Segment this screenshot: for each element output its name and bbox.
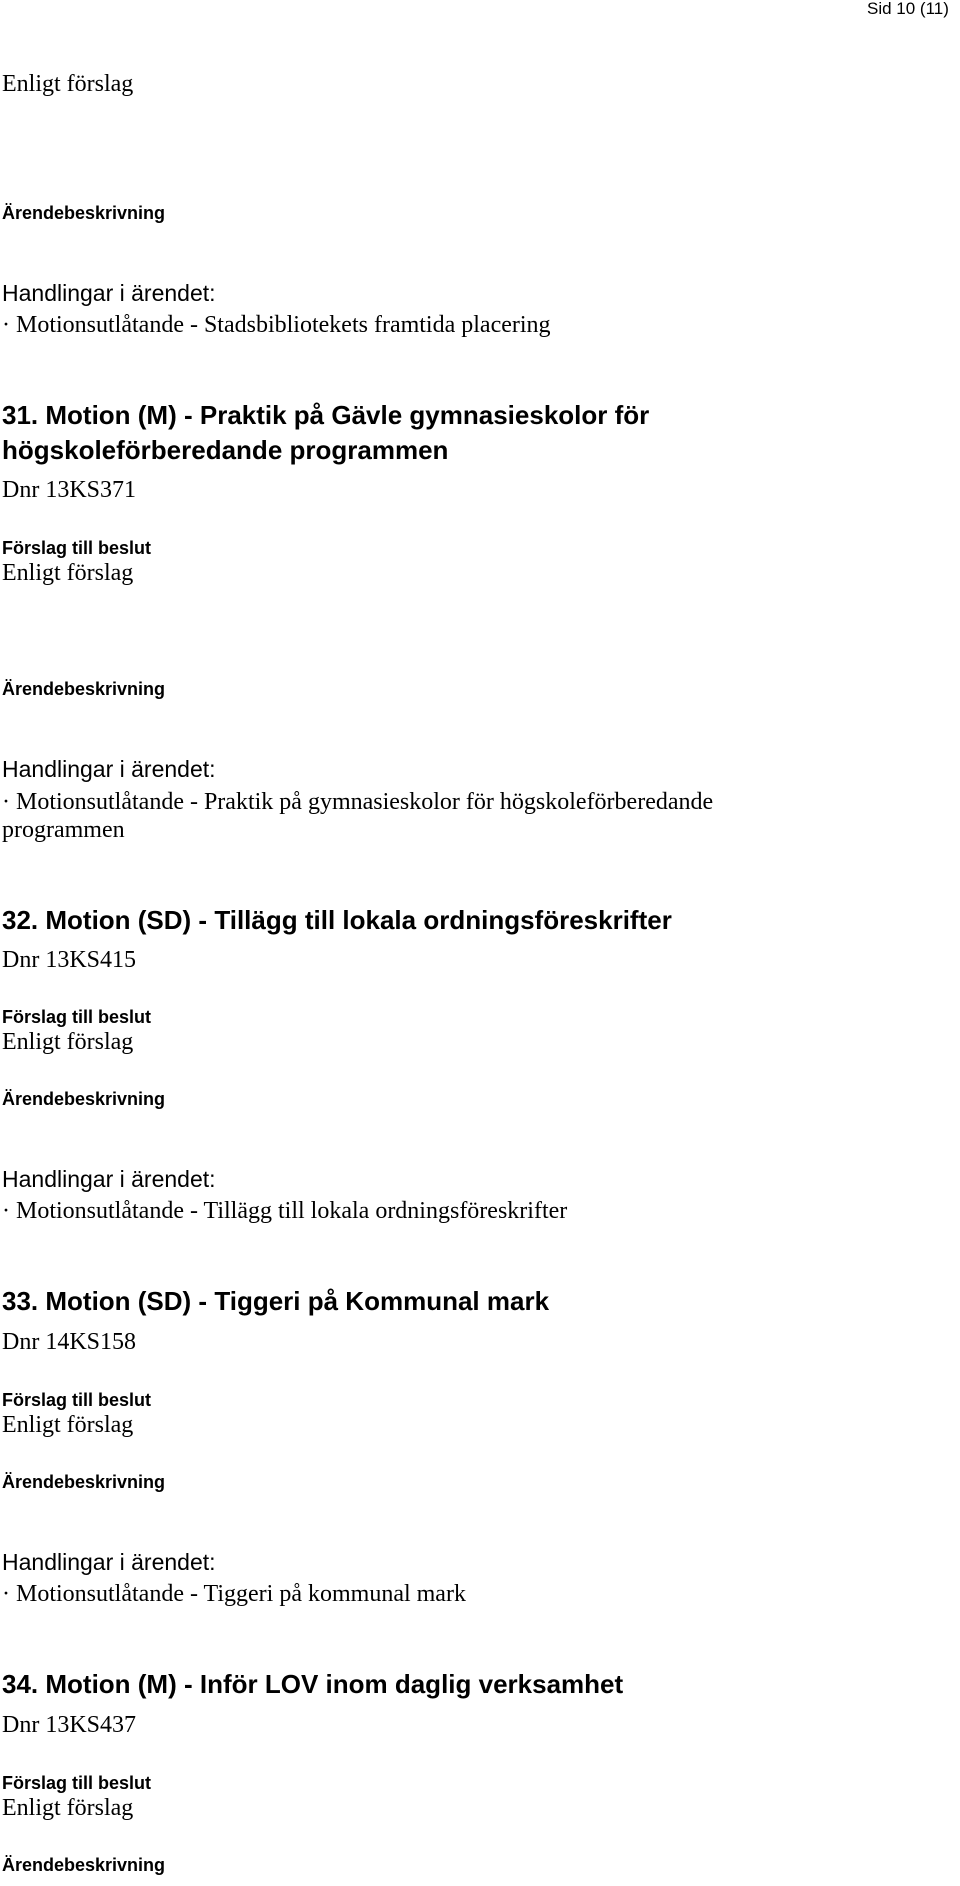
item34-title: 34. Motion (M) - Inför LOV inom daglig verksamhet bbox=[2, 1669, 624, 1699]
item31-document-line2: programmen bbox=[2, 817, 125, 843]
item31-document-line1: · Motionsutlåtande - Praktik på gymnasieskolor för högskoleförberedande bbox=[2, 789, 714, 815]
prev-document-item: · Motionsutlåtande - Stadsbibliotekets framtida placering bbox=[2, 312, 551, 338]
item31-documents-label: Handlingar i ärendet: bbox=[2, 756, 216, 782]
item33-proposal-label: Förslag till beslut bbox=[2, 1390, 152, 1410]
prev-documents-label: Handlingar i ärendet: bbox=[2, 280, 216, 306]
item32-documents-label: Handlingar i ärendet: bbox=[2, 1166, 216, 1192]
prev-description-label: Ärendebeskrivning bbox=[2, 203, 166, 223]
item32-description-label: Ärendebeskrivning bbox=[2, 1089, 166, 1109]
item33-decision: Enligt förslag bbox=[2, 1412, 134, 1438]
item33-dnr: Dnr 14KS158 bbox=[2, 1329, 137, 1355]
item31-proposal-label: Förslag till beslut bbox=[2, 538, 152, 558]
item34-proposal-label: Förslag till beslut bbox=[2, 1773, 152, 1793]
item32-title: 32. Motion (SD) - Tillägg till lokala ordningsföreskrifter bbox=[2, 905, 672, 935]
item32-document-item: · Motionsutlåtande - Tillägg till lokala ordningsföreskrifter bbox=[2, 1198, 568, 1224]
page-number: Sid 10 (11) bbox=[867, 0, 949, 18]
item34-decision: Enligt förslag bbox=[2, 1795, 134, 1821]
item31-decision: Enligt förslag bbox=[2, 560, 134, 586]
item31-title-line2: högskoleförberedande programmen bbox=[2, 435, 449, 465]
item31-dnr: Dnr 13KS371 bbox=[2, 477, 137, 503]
item32-dnr: Dnr 13KS415 bbox=[2, 947, 137, 973]
item31-title-line1: 31. Motion (M) - Praktik på Gävle gymnasieskolor för bbox=[2, 400, 650, 430]
item33-description-label: Ärendebeskrivning bbox=[2, 1472, 166, 1492]
item32-proposal-label: Förslag till beslut bbox=[2, 1007, 152, 1027]
item33-documents-label: Handlingar i ärendet: bbox=[2, 1549, 216, 1575]
item34-description-label: Ärendebeskrivning bbox=[2, 1855, 166, 1875]
item33-title: 33. Motion (SD) - Tiggeri på Kommunal mark bbox=[2, 1286, 550, 1316]
item34-dnr: Dnr 13KS437 bbox=[2, 1712, 137, 1738]
item33-document-item: · Motionsutlåtande - Tiggeri på kommunal mark bbox=[2, 1581, 466, 1607]
prev-decision: Enligt förslag bbox=[2, 71, 134, 97]
item31-description-label: Ärendebeskrivning bbox=[2, 679, 166, 699]
item32-decision: Enligt förslag bbox=[2, 1029, 134, 1055]
